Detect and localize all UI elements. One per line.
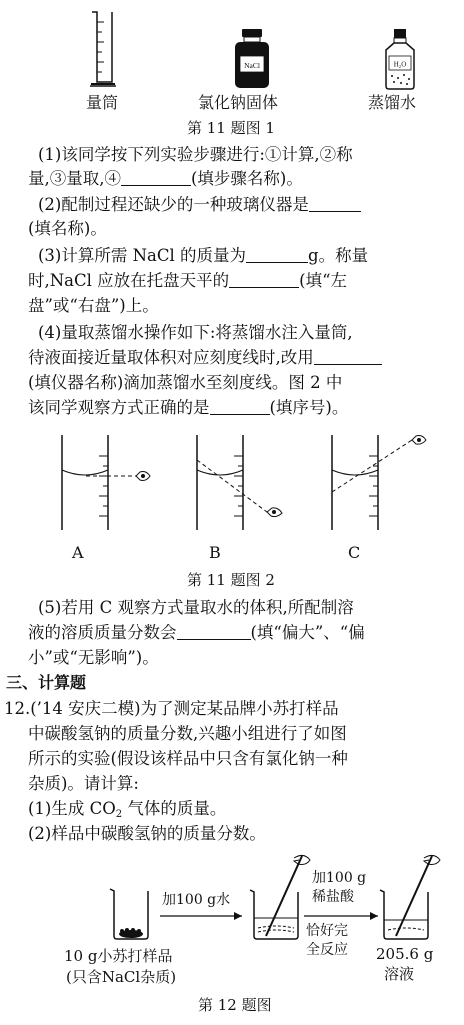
arrow2-label-top1: 加100 g (312, 870, 367, 886)
arrow1-label: 加100 g水 (162, 892, 231, 908)
water-bottle-label: H₂O (393, 60, 407, 69)
sample-label-2: (只含NaCl杂质) (66, 968, 177, 986)
q11-part2-line1: (2)配制过程还缺少的一种玻璃仪器是 (38, 194, 361, 216)
sample-label-1: 10 g小苏打样品 (64, 947, 173, 965)
label-c: C (348, 543, 361, 562)
label-b: B (209, 543, 221, 562)
label-cylinder: 量筒 (86, 93, 119, 112)
answer-blank-method (210, 398, 270, 415)
answer-blank-dropper (314, 348, 382, 365)
nacl-bottle-label: NaCl (244, 61, 260, 70)
result-label-2: 溶液 (384, 965, 415, 983)
graduated-cylinder-icon (88, 8, 118, 88)
q12-line6: (2)样品中碳酸氢钠的质量分数。 (28, 824, 266, 843)
arrow2-label-top2: 稀盐酸 (312, 889, 354, 905)
q11-part4-line1: (4)量取蒸馏水操作如下:将蒸馏水注入量筒, (38, 323, 353, 342)
q11-part4-line2: 待液面接近量取体积对应刻度线时,改用 (28, 347, 382, 369)
distilled-water-bottle-icon (380, 28, 420, 90)
answer-blank-instrument (309, 195, 361, 212)
q12-line1: 12.(’14 安庆二模)为了测定某品牌小苏打样品 (4, 699, 339, 718)
reading-method-b-diagram (185, 430, 315, 540)
figure-1-caption: 第 11 题图 1 (187, 119, 275, 137)
q12-line3: 所示的实验(假设该样品中只含有氯化钠一种 (28, 749, 348, 768)
q12-line4: 杂质)。请计算: (28, 774, 139, 793)
q12-line2: 中碳酸氢钠的质量分数,兴趣小组进行了如图 (28, 724, 347, 743)
q11-part5-line2: 液的溶质质量分数会 (填“偏大”、“偏 (28, 623, 365, 642)
nacl-bottle-icon (232, 28, 272, 90)
q11-part4-line4: 该同学观察方式正确的是 (填序号)。 (28, 398, 349, 417)
q11-part3-line1: (3)计算所需 NaCl 的质量为 g。称量 (38, 246, 369, 265)
answer-blank-mass (246, 246, 308, 263)
arrow2-label-bot2: 全反应 (306, 942, 348, 958)
q11-part5-line1: (5)若用 C 观察方式量取水的体积,所配制溶 (38, 598, 354, 617)
beaker-sample-icon (106, 886, 156, 942)
q11-part5-line3: 小”或“无影响”)。 (28, 648, 159, 667)
result-label-1: 205.6 g (376, 945, 434, 963)
label-a: A (72, 543, 84, 562)
figure-2-caption: 第 11 题图 2 (187, 571, 275, 589)
beaker-final-icon (374, 852, 444, 942)
beaker-solution-icon (244, 852, 314, 942)
q11-part1-line1: (1)该同学按下列实验步骤进行:①计算,②称 (38, 145, 353, 164)
answer-blank-effect (177, 623, 251, 640)
reading-method-a-diagram (50, 430, 170, 530)
label-nacl: 氯化钠固体 (198, 93, 279, 112)
q12-line5: (1)生成 $CO_2$ 气体的质量。 (28, 799, 227, 820)
label-water: 蒸馏水 (368, 93, 417, 112)
q11-part4-line3: (填仪器名称)滴加蒸馏水至刻度线。图 2 中 (28, 373, 343, 392)
reading-method-c-diagram (320, 430, 450, 530)
q11-part1-line2: 量,③量取,④ (填步骤名称)。 (28, 169, 303, 188)
arrow2-label-bot1: 恰好完 (306, 923, 348, 939)
figure-3-caption: 第 12 题图 (198, 996, 272, 1014)
answer-blank-pan (229, 271, 299, 288)
section-title: 三、计算题 (6, 673, 87, 692)
q11-part3-line2: 时,NaCl 应放在托盘天平的 (填“左 (28, 271, 348, 290)
q11-part2-line2: (填名称)。 (28, 219, 107, 238)
q11-part3-line3: 盘”或“右盘”)上。 (28, 296, 159, 315)
answer-blank-step (121, 169, 191, 186)
